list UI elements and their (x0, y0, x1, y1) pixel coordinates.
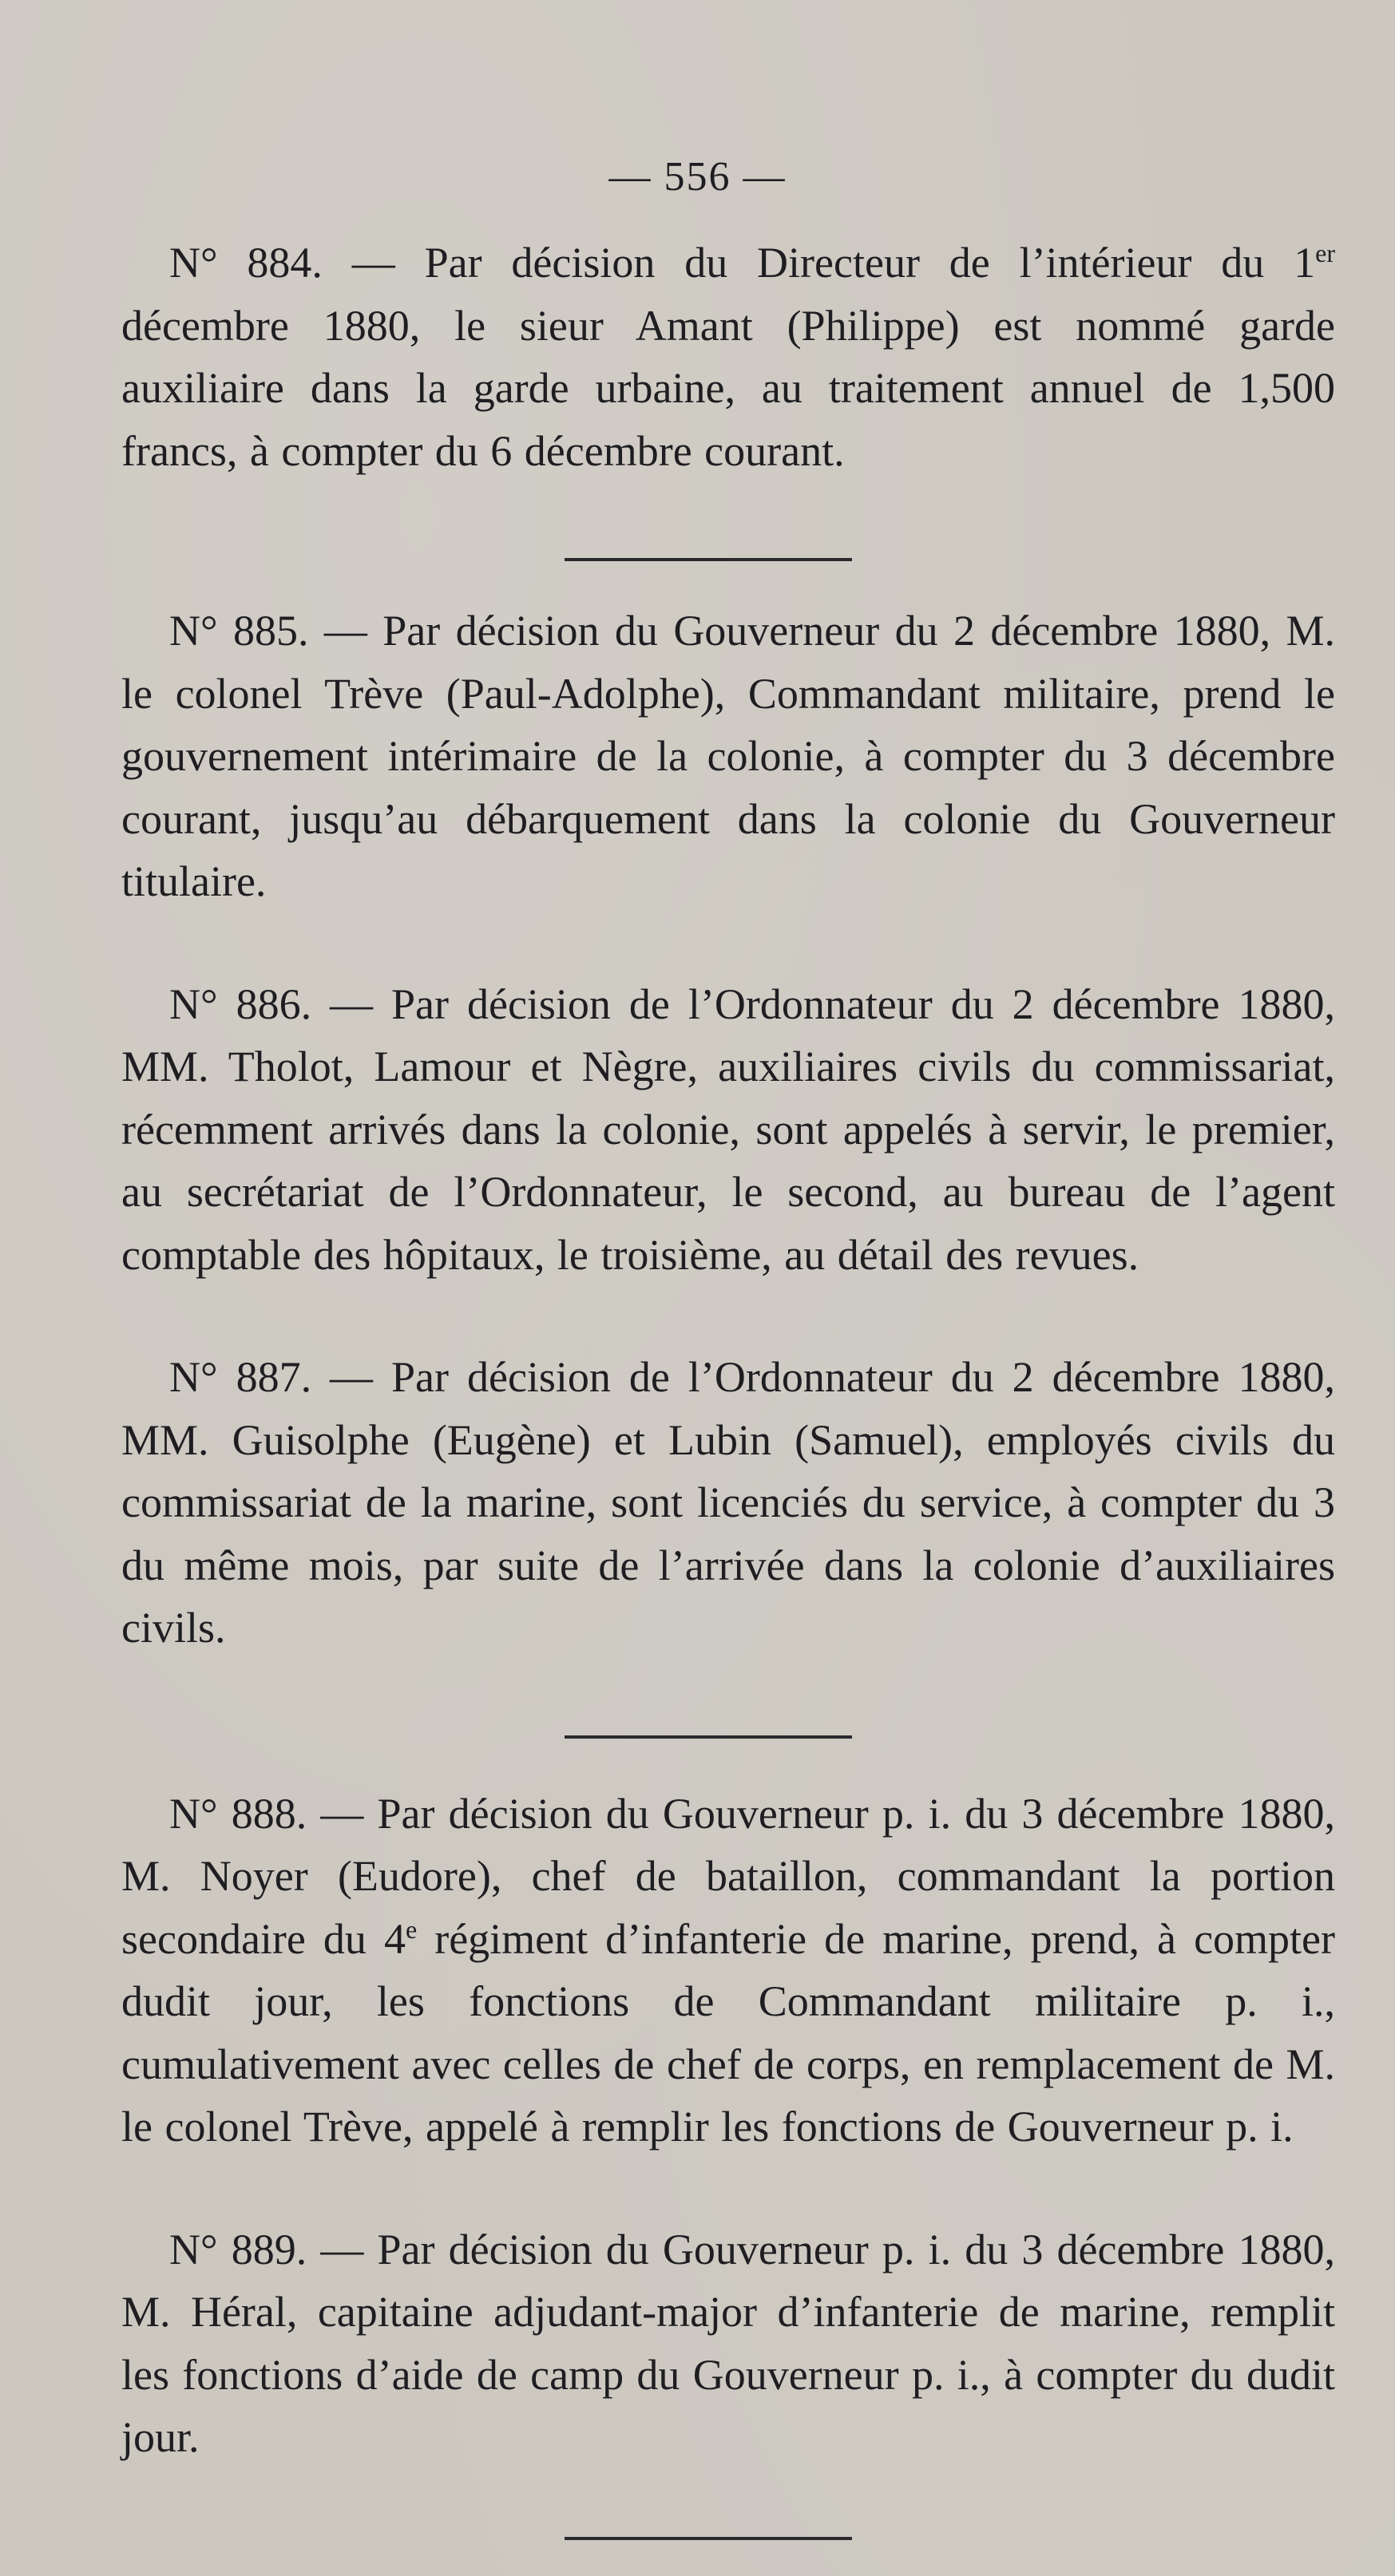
section-divider (565, 1735, 852, 1739)
decision-entry-885 (121, 599, 1335, 913)
entry-text: N° 887. — Par décision de l’Ordonnateur du 2 décembre 1880, MM. Guisolphe (Eugène) et Lubin (Samuel), employés civils du commissariat de la marine, sont licenciés du service, à compter du 3 du même mois, par suite de l’arrivée dans la colonie d’auxiliaires civils. (121, 1353, 1335, 1652)
text-column (121, 231, 1335, 2540)
section-divider (565, 2537, 852, 2540)
entry-text-tail: décembre 1880, le sieur Amant (Philippe) est nommé garde auxiliaire dans la garde urbaine, au traitement annuel de 1,500 francs, à compter du 6 décembre courant. (121, 301, 1335, 475)
decision-entry-887 (121, 1346, 1335, 1660)
decision-entry-886 (121, 973, 1335, 1287)
decision-entry-888 (121, 1783, 1335, 2159)
entry-text-head: N° 888. — Par décision du Gouverneur p. i. du 3 décembre 1880, M. Noyer (Eudore), chef de bataillon, commandant la portion secondaire du 4 (121, 1789, 1335, 1963)
page-number: — 556 — (608, 154, 787, 200)
section-divider (565, 558, 852, 561)
decision-entry-884 (121, 231, 1335, 482)
entry-text-tail: régiment d’infanterie de marine, prend, à compter dudit jour, les fonctions de Commandant militaire p. i., cumulativement avec celles de chef de corps, en remplacement de M. le colonel Trève, appelé à remplir les fonctions de Gouverneur p. i. (121, 1914, 1335, 2151)
ordinal-superscript: e (405, 1914, 418, 1944)
decision-entry-889 (121, 2218, 1335, 2469)
entry-text: N° 886. — Par décision de l’Ordonnateur du 2 décembre 1880, MM. Tholot, Lamour et Nègre, auxiliaires civils du commissariat, récemment arrivés dans la colonie, sont appelés à servir, le premier, au secrétariat de l’Ordonnateur, le second, au bureau de l’agent comptable des hôpitaux, le troisième, au détail des revues. (121, 979, 1335, 1279)
ordinal-superscript: er (1315, 239, 1335, 267)
entry-text-head: N° 884. — Par décision du Directeur de l’intérieur du 1 (169, 239, 1316, 287)
entry-text: N° 889. — Par décision du Gouverneur p. i. du 3 décembre 1880, M. Héral, capitaine adjudant-major d’infanterie de marine, remplit les fonctions d’aide de camp du Gouverneur p. i., à compter du dudit jour. (121, 2225, 1335, 2461)
entry-text: N° 885. — Par décision du Gouverneur du 2 décembre 1880, M. le colonel Trève (Paul-Adolphe), Commandant militaire, prend le gouvernement intérimaire de la colonie, à compter du 3 décembre courant, jusqu’au débarquement dans la colonie du Gouverneur titulaire. (121, 607, 1335, 905)
